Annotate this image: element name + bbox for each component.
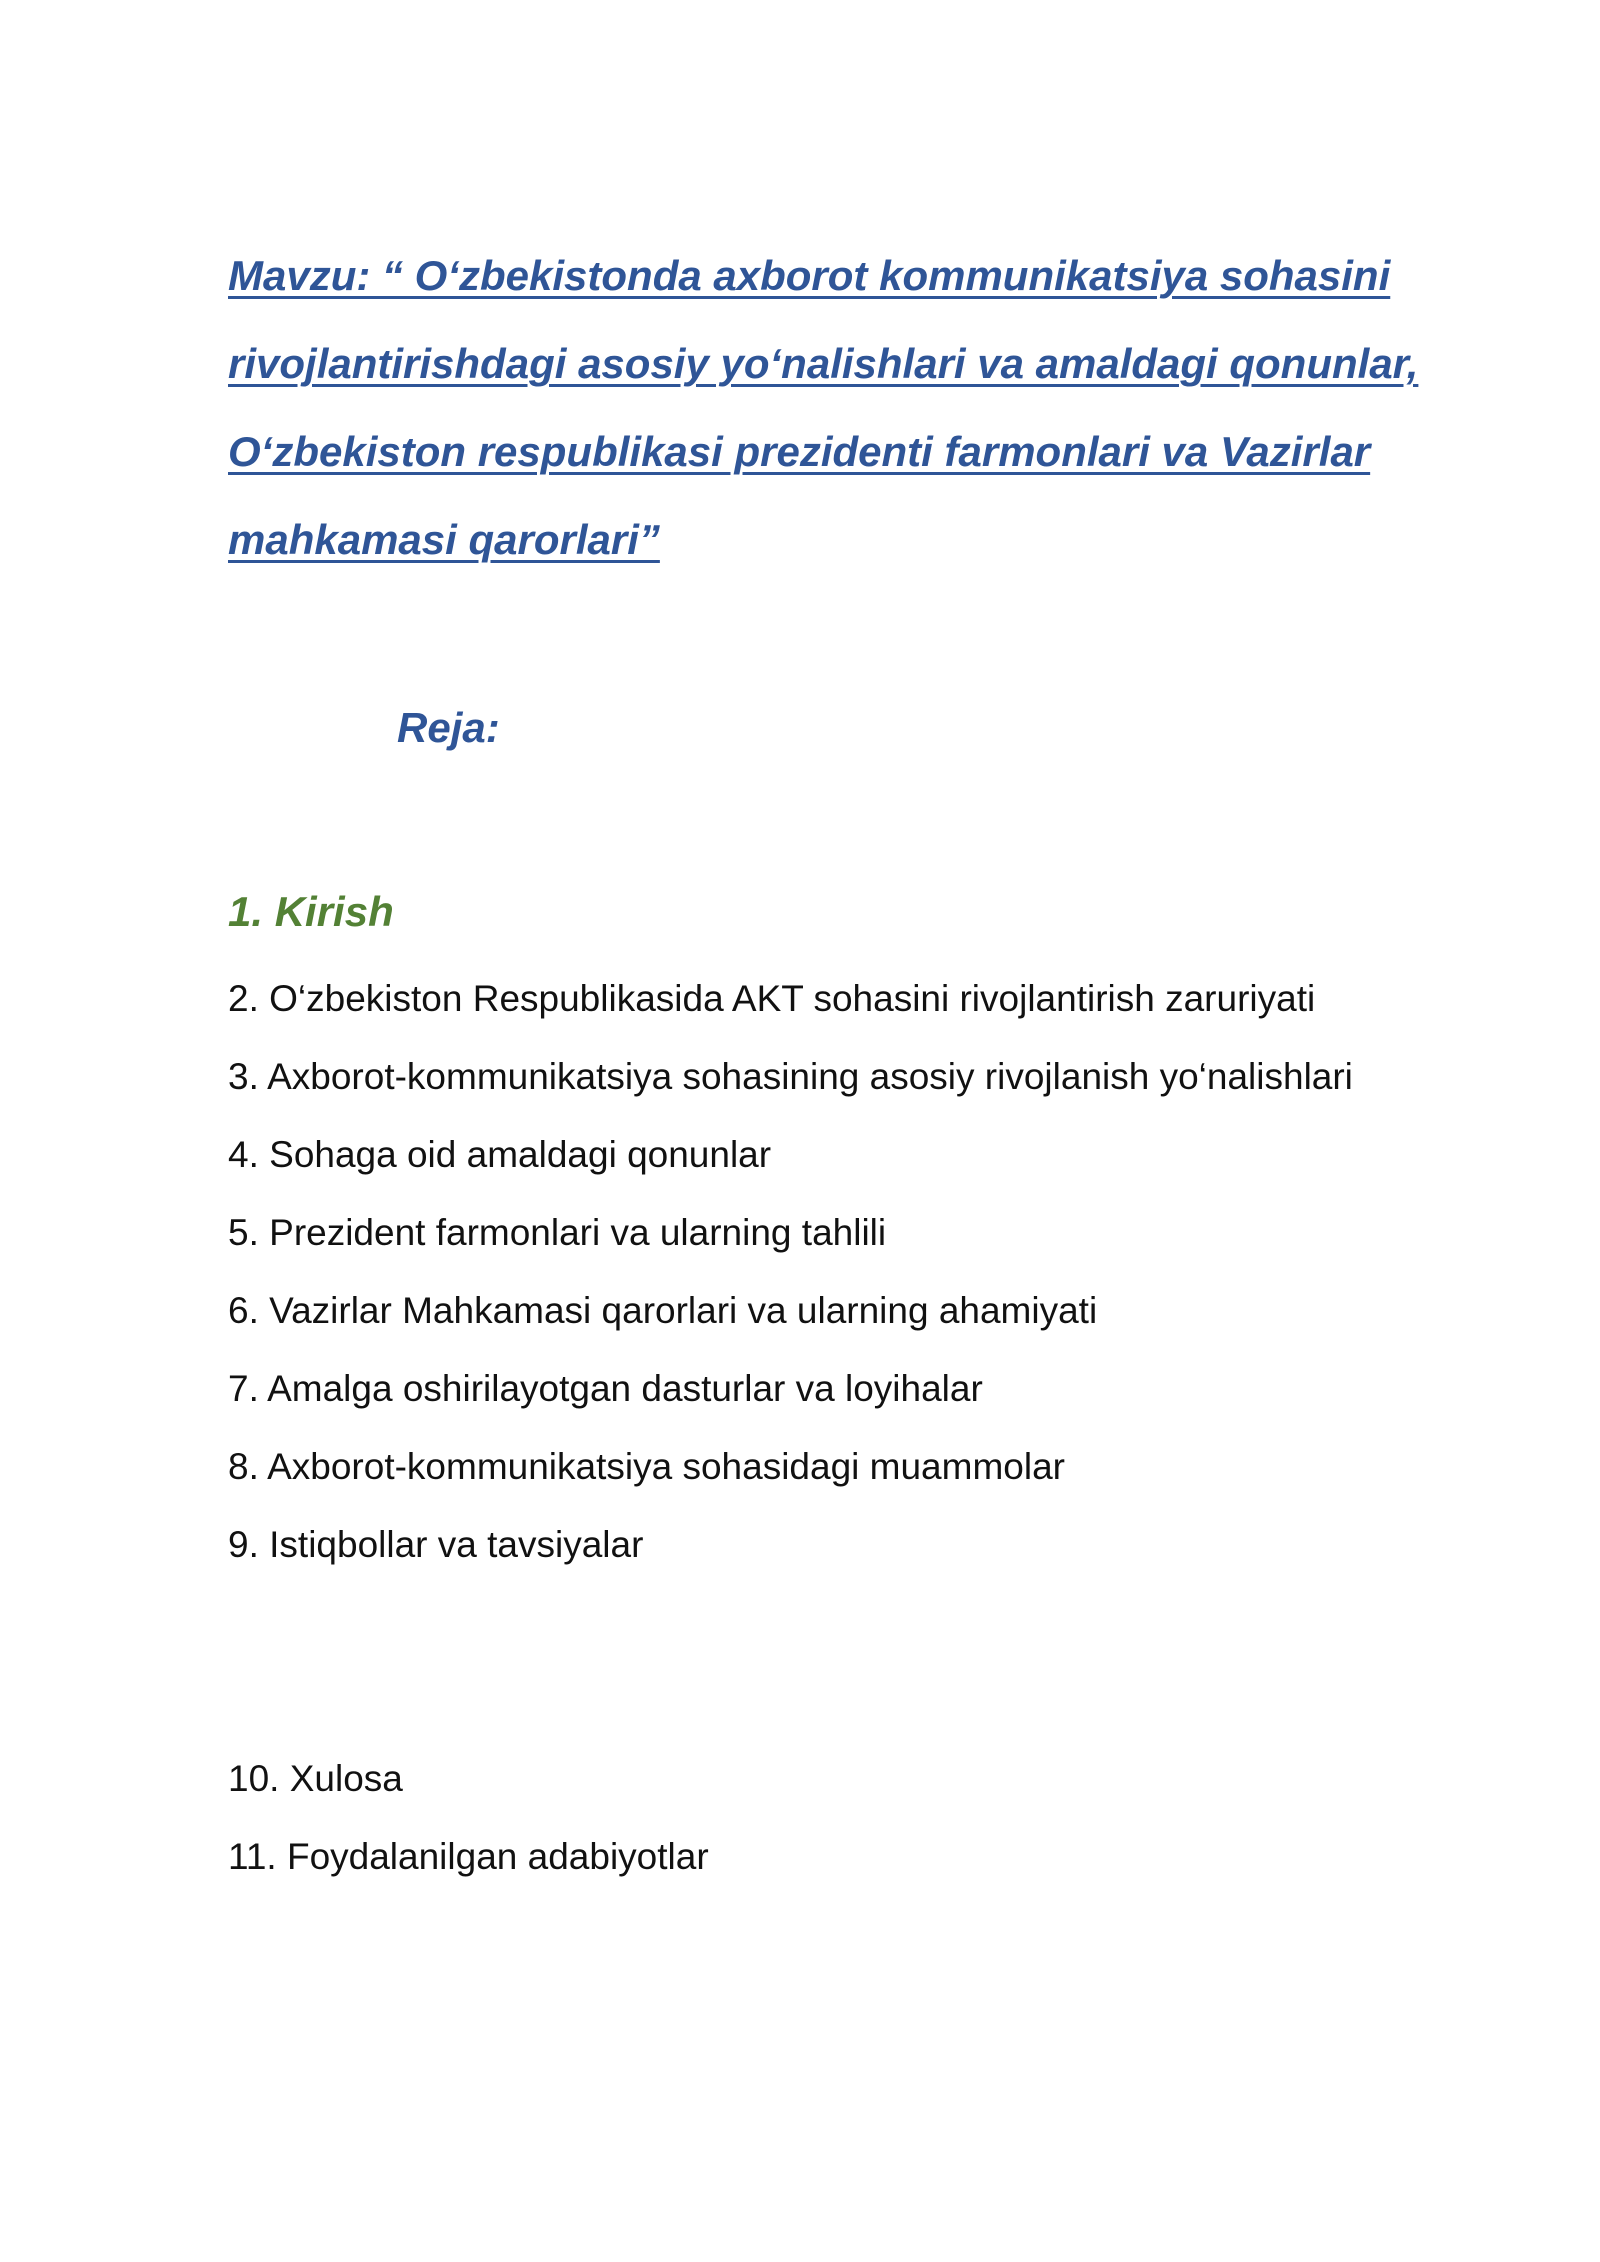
document-title xyxy=(228,232,1458,584)
plan-heading: Reja: xyxy=(397,704,500,751)
plan-item-3: 3. Axborot-kommunikatsiya sohasining asosiy rivojlanish yo‘nalishlari xyxy=(228,1056,1353,1097)
title-line-3: O‘zbekiston respublikasi prezidenti farmonlari va Vazirlar xyxy=(228,428,1371,475)
plan-item-7: 7. Amalga oshirilayotgan dasturlar va loyihalar xyxy=(228,1368,983,1409)
title-line-2: rivojlantirishdagi asosiy yo‘nalishlari va amaldagi qonunlar, xyxy=(228,340,1419,387)
plan-item-9: 9. Istiqbollar va tavsiyalar xyxy=(228,1524,644,1565)
plan-item-1: 1. Kirish xyxy=(228,888,394,935)
title-line-4: mahkamasi qarorlari” xyxy=(228,516,660,563)
plan-item-4: 4. Sohaga oid amaldagi qonunlar xyxy=(228,1134,772,1175)
plan-item-6: 6. Vazirlar Mahkamasi qarorlari va ularning ahamiyati xyxy=(228,1290,1098,1331)
title-line-1: Mavzu: “ O‘zbekistonda axborot kommunikatsiya sohasini xyxy=(228,252,1391,299)
plan-item-8: 8. Axborot-kommunikatsiya sohasidagi muammolar xyxy=(228,1446,1065,1487)
plan-item-5: 5. Prezident farmonlari va ularning tahlili xyxy=(228,1212,887,1253)
plan-item-10: 10. Xulosa xyxy=(228,1758,403,1799)
plan-item-2: 2. O‘zbekiston Respublikasida AKT sohasini rivojlantirish zaruriyati xyxy=(228,978,1316,1019)
plan-item-11: 11. Foydalanilgan adabiyotlar xyxy=(228,1836,709,1877)
